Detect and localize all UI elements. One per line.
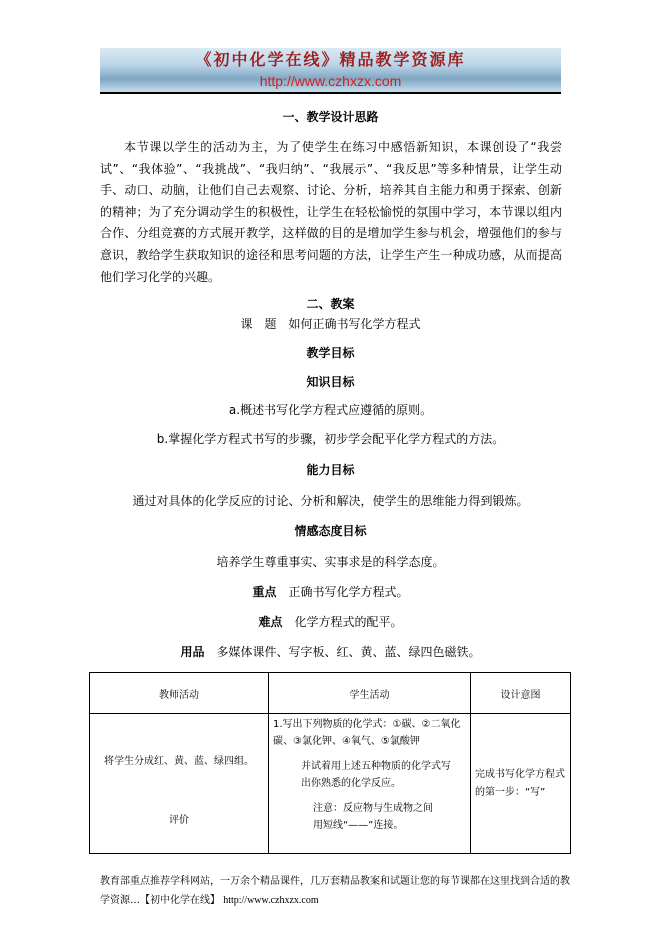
knowledge-a: a.概述书写化学方程式应遵循的原则。 [228, 403, 433, 418]
student-cell [269, 714, 471, 854]
knowledge-b: b.掌握化学方程式书写的步骤，初步学会配平化学方程式的方法。 [156, 432, 505, 447]
table-header-row [90, 673, 571, 714]
banner-url: http://www.czhxzx.com [259, 73, 402, 89]
teacher-cell [90, 714, 269, 854]
key-text: 正确书写化学方程式。 [288, 585, 409, 600]
intent-cell: 完成书写化学方程式的第一步：“写” [471, 714, 571, 854]
design-paragraph: 本节课以学生的活动为主，为了使学生在练习中感悟新知识，本课创设了“我尝试”、“我体验”、“我挑战”、“我归纳”、“我展示”、“我反思”等多种情景，让学生动手、动口、动脑，让他们自己去观察、讨论、分析，培养其自主能力和勇于探索、创新的精神；为了充分调动学生的积极性，让学生在轻松愉悦的氛围中学习，本节课以组内合作、分组竞赛的方式展开教学，这样做的目的是增加学生参与机会，增强他们的参与意识，教给学生获取知识的途径和思考问题的方法，让学生产生一种成功感，从而提高他们学习化学的兴趣。 [100, 140, 562, 284]
difficulty-label: 难点 [258, 615, 283, 630]
divider [100, 92, 561, 94]
supplies-text: 多媒体课件、写字板、红、黄、蓝、绿四色磁铁。 [216, 645, 481, 660]
supplies-label: 用品 [180, 645, 205, 660]
topic-line [0, 316, 661, 332]
topic-value: 如何正确书写化学方程式 [288, 317, 421, 332]
student-activity-2: 并试着用上述五种物质的化学式写出你熟悉的化学反应。 [301, 761, 451, 790]
lesson-table [89, 672, 571, 854]
key-point [0, 584, 661, 600]
topic-label: 课 题 [240, 317, 277, 332]
footer-link[interactable]: http://www.czhxzx.com [223, 895, 319, 907]
document-body [100, 48, 570, 910]
banner-image [100, 48, 561, 92]
table-row [90, 714, 571, 854]
header-teacher: 教师活动 [90, 673, 269, 714]
difficulty-text: 化学方程式的配平。 [294, 615, 403, 630]
header-intent: 设计意图 [471, 673, 571, 714]
teacher-activity-2: 评价 [169, 814, 189, 826]
knowledge-heading: 知识目标 [306, 375, 355, 390]
emotion-text: 培养学生尊重事实、实事求是的科学态度。 [216, 555, 445, 570]
footer-text: 教育部重点推荐学科网站，一万余个精品课件，几万套精品教案和试题让您的每节课都在这里找到合适的教学资源…【初中化学在线】 [100, 876, 570, 907]
ability-heading: 能力目标 [306, 463, 355, 478]
student-activity-3: 注意：反应物与生成物之间用短线“——”连接。 [313, 803, 433, 832]
supplies [0, 644, 661, 660]
student-activity-1: 1.写出下列物质的化学式：①碳、②二氧化碳、③氯化钾、④氧气、⑤氯酸钾 [273, 719, 461, 748]
banner-title: 《初中化学在线》精品教学资源库 [195, 50, 466, 69]
emotion-heading: 情感态度目标 [294, 524, 367, 539]
teacher-activity-1: 将学生分成红、黄、蓝、绿四组。 [104, 755, 254, 767]
goals-heading: 教学目标 [306, 346, 355, 361]
section-heading-2: 二、教案 [306, 297, 355, 312]
key-label: 重点 [252, 585, 277, 600]
footer [100, 872, 570, 910]
header-student: 学生活动 [269, 673, 471, 714]
difficulty [0, 614, 661, 630]
ability-text: 通过对具体的化学反应的讨论、分析和解决，使学生的思维能力得到锻炼。 [132, 494, 529, 509]
section-heading-1: 一、教学设计思路 [282, 110, 379, 124]
